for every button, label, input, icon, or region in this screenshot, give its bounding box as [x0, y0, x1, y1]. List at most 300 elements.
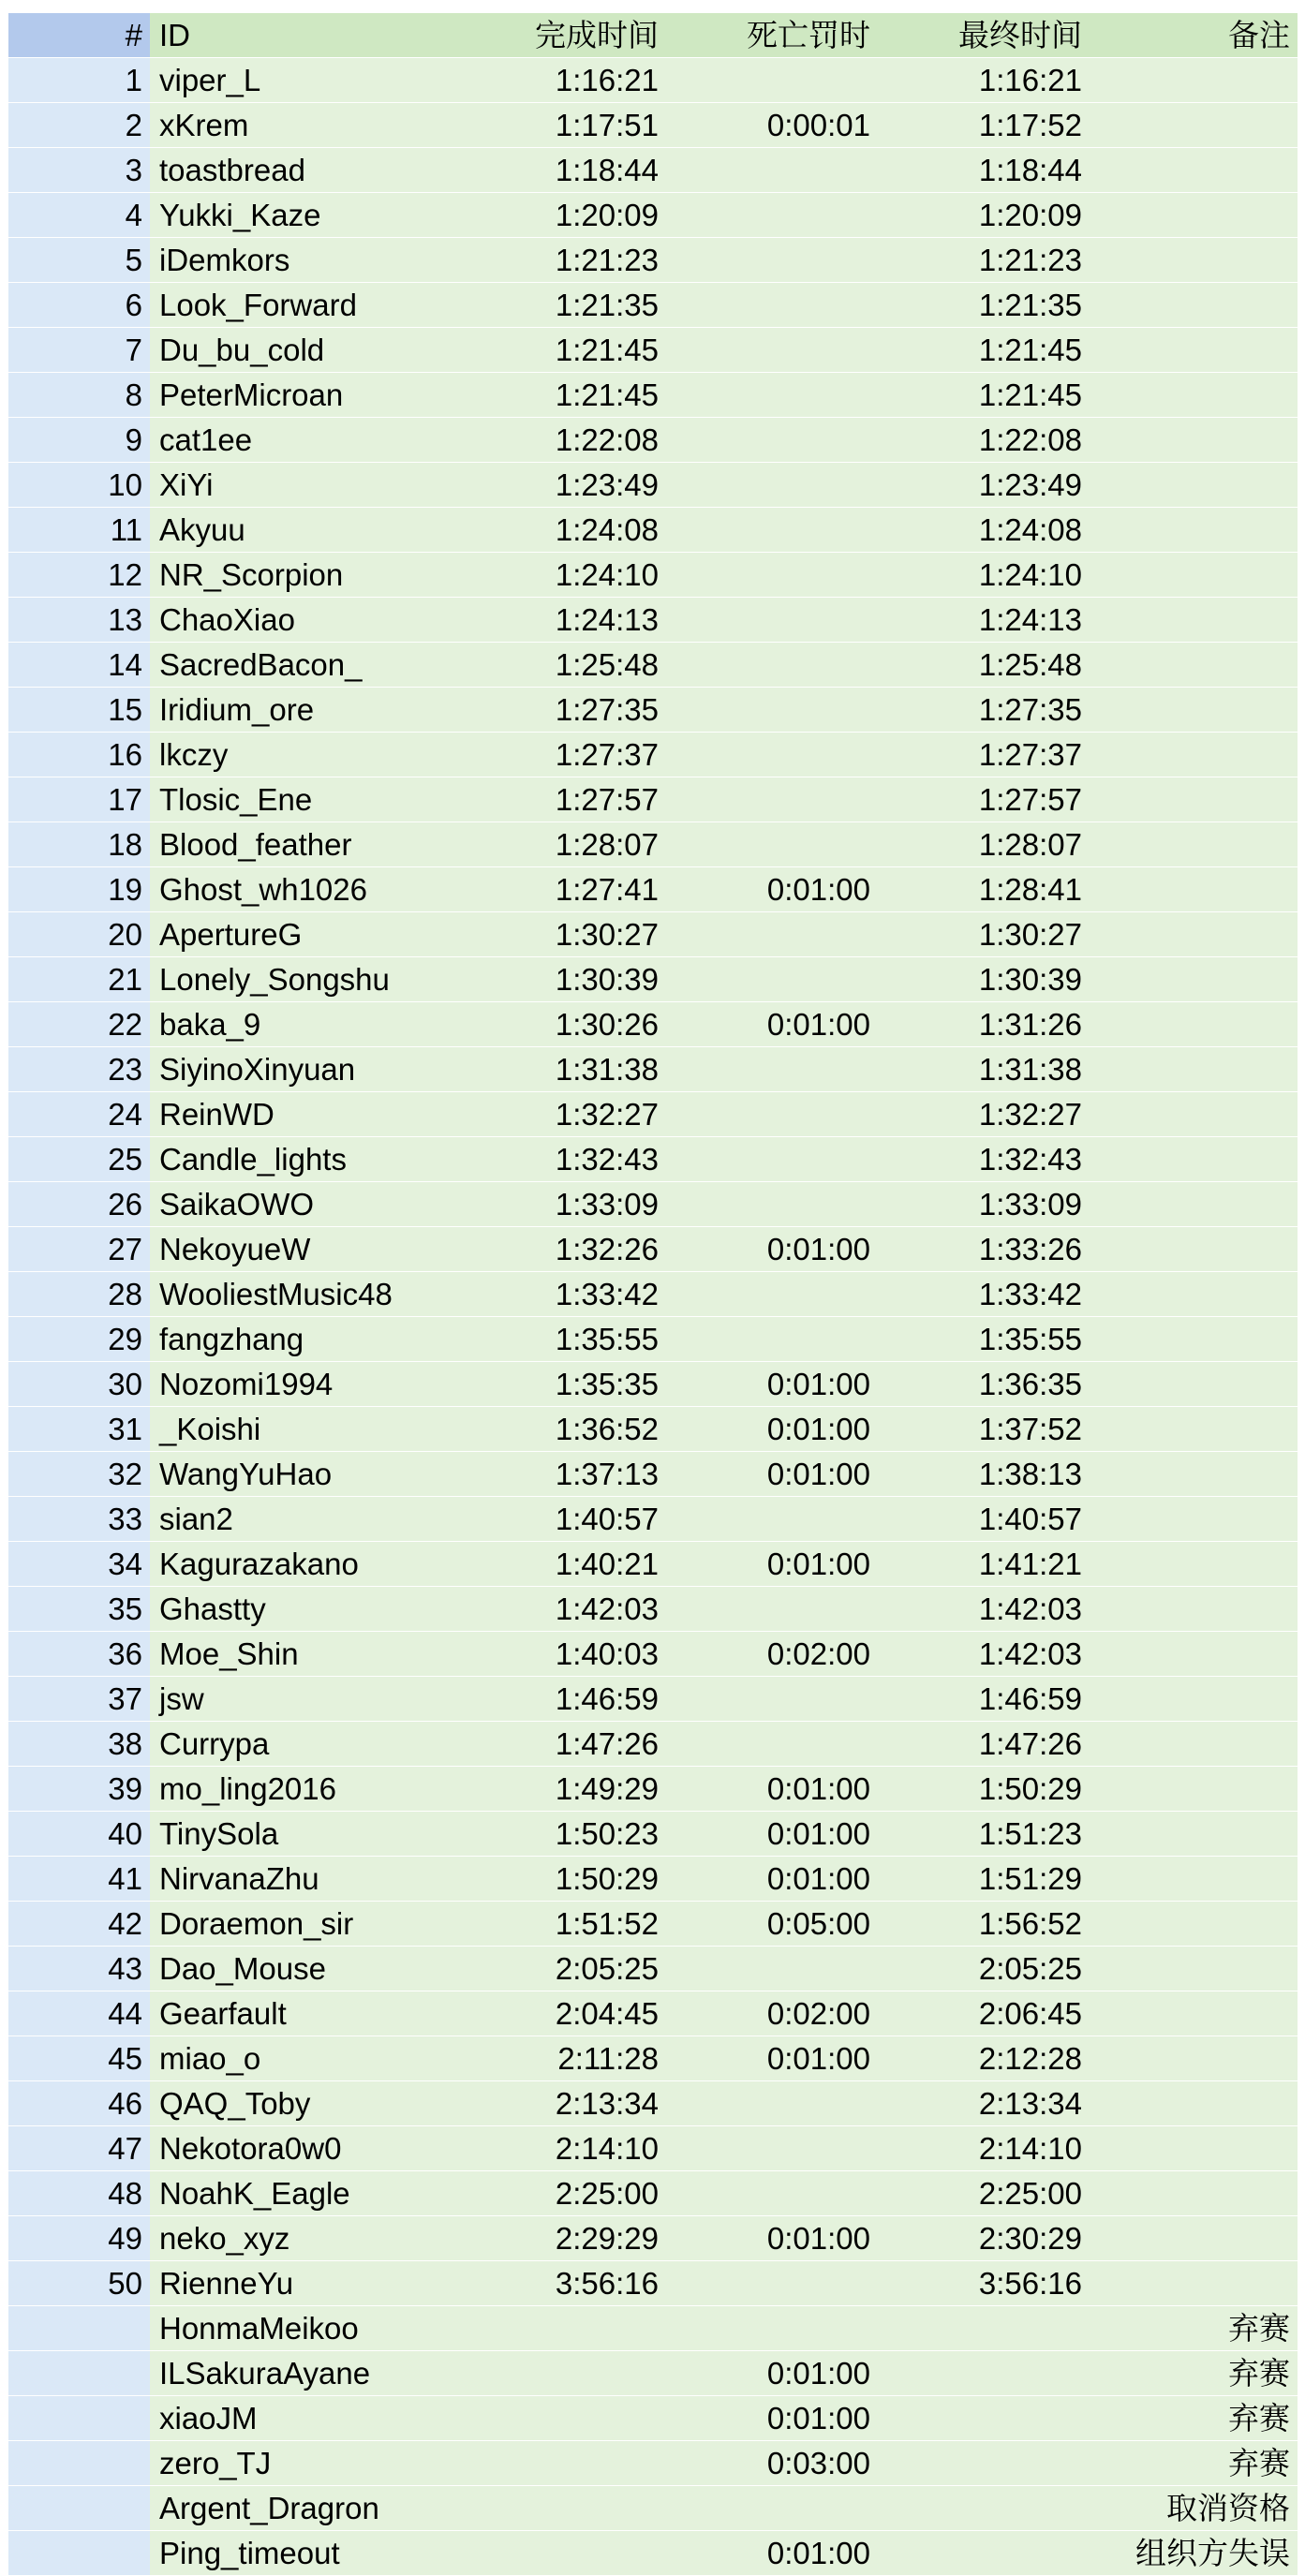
cell-id[interactable]: XiYi — [150, 463, 478, 508]
cell-id[interactable]: viper_L — [150, 58, 478, 103]
cell-final-time[interactable]: 1:18:44 — [870, 148, 1082, 193]
cell-finish-time[interactable]: 1:47:26 — [478, 1722, 659, 1767]
cell-id[interactable]: Yukki_Kaze — [150, 193, 478, 238]
cell-finish-time[interactable]: 1:21:45 — [478, 373, 659, 418]
cell-rank[interactable]: 35 — [8, 1587, 150, 1632]
cell-finish-time[interactable]: 1:35:35 — [478, 1362, 659, 1407]
cell-finish-time[interactable]: 2:29:29 — [478, 2216, 659, 2261]
cell-finish-time[interactable]: 1:35:55 — [478, 1317, 659, 1362]
cell-death-penalty[interactable] — [659, 1677, 870, 1722]
cell-id[interactable]: NR_Scorpion — [150, 553, 478, 598]
cell-rank[interactable] — [8, 2351, 150, 2396]
cell-id[interactable]: iDemkors — [150, 238, 478, 283]
cell-rank[interactable]: 27 — [8, 1227, 150, 1272]
cell-finish-time[interactable]: 1:18:44 — [478, 148, 659, 193]
cell-rank[interactable]: 49 — [8, 2216, 150, 2261]
cell-id[interactable]: Gearfault — [150, 1991, 478, 2036]
cell-note[interactable] — [1082, 373, 1298, 418]
cell-rank[interactable]: 10 — [8, 463, 150, 508]
cell-final-time[interactable]: 2:05:25 — [870, 1947, 1082, 1991]
cell-finish-time[interactable]: 2:13:34 — [478, 2081, 659, 2126]
cell-death-penalty[interactable]: 0:01:00 — [659, 1767, 870, 1812]
cell-final-time[interactable]: 1:40:57 — [870, 1497, 1082, 1542]
cell-note[interactable] — [1082, 1587, 1298, 1632]
cell-id[interactable]: Ghastty — [150, 1587, 478, 1632]
cell-finish-time[interactable]: 1:16:21 — [478, 58, 659, 103]
cell-death-penalty[interactable]: 0:01:00 — [659, 1812, 870, 1857]
cell-rank[interactable]: 8 — [8, 373, 150, 418]
cell-death-penalty[interactable]: 0:01:00 — [659, 1452, 870, 1497]
cell-final-time[interactable]: 1:21:45 — [870, 373, 1082, 418]
cell-death-penalty[interactable] — [659, 688, 870, 733]
cell-final-time[interactable]: 1:31:26 — [870, 1002, 1082, 1047]
cell-final-time[interactable]: 1:35:55 — [870, 1317, 1082, 1362]
cell-rank[interactable]: 25 — [8, 1137, 150, 1182]
cell-id[interactable]: ApertureG — [150, 912, 478, 957]
cell-note[interactable] — [1082, 1317, 1298, 1362]
cell-note[interactable]: 弃赛 — [1082, 2396, 1298, 2441]
cell-finish-time[interactable]: 1:23:49 — [478, 463, 659, 508]
cell-id[interactable]: Nekotora0w0 — [150, 2126, 478, 2171]
cell-death-penalty[interactable] — [659, 328, 870, 373]
cell-note[interactable] — [1082, 1722, 1298, 1767]
cell-id[interactable]: Tlosic_Ene — [150, 777, 478, 822]
cell-rank[interactable]: 37 — [8, 1677, 150, 1722]
cell-final-time[interactable]: 1:30:27 — [870, 912, 1082, 957]
cell-rank[interactable]: 28 — [8, 1272, 150, 1317]
cell-id[interactable]: Akyuu — [150, 508, 478, 553]
cell-rank[interactable]: 31 — [8, 1407, 150, 1452]
cell-final-time[interactable]: 1:22:08 — [870, 418, 1082, 463]
cell-finish-time[interactable]: 1:40:57 — [478, 1497, 659, 1542]
cell-death-penalty[interactable]: 0:00:01 — [659, 103, 870, 148]
cell-id[interactable]: TinySola — [150, 1812, 478, 1857]
cell-id[interactable]: SiyinoXinyuan — [150, 1047, 478, 1092]
cell-final-time[interactable]: 1:28:41 — [870, 867, 1082, 912]
cell-rank[interactable]: 1 — [8, 58, 150, 103]
cell-final-time[interactable]: 1:20:09 — [870, 193, 1082, 238]
cell-note[interactable] — [1082, 1407, 1298, 1452]
cell-note[interactable] — [1082, 2036, 1298, 2081]
cell-final-time[interactable]: 1:56:52 — [870, 1902, 1082, 1947]
cell-rank[interactable]: 14 — [8, 643, 150, 688]
cell-id[interactable]: ChaoXiao — [150, 598, 478, 643]
cell-finish-time[interactable]: 1:21:45 — [478, 328, 659, 373]
cell-rank[interactable]: 12 — [8, 553, 150, 598]
cell-finish-time[interactable]: 1:32:43 — [478, 1137, 659, 1182]
cell-rank[interactable]: 22 — [8, 1002, 150, 1047]
cell-final-time[interactable]: 1:17:52 — [870, 103, 1082, 148]
cell-death-penalty[interactable] — [659, 1092, 870, 1137]
cell-rank[interactable]: 19 — [8, 867, 150, 912]
cell-death-penalty[interactable] — [659, 1137, 870, 1182]
cell-final-time[interactable] — [870, 2306, 1082, 2351]
cell-death-penalty[interactable] — [659, 1587, 870, 1632]
cell-note[interactable] — [1082, 1857, 1298, 1902]
cell-death-penalty[interactable] — [659, 2306, 870, 2351]
cell-note[interactable] — [1082, 643, 1298, 688]
cell-death-penalty[interactable]: 0:01:00 — [659, 867, 870, 912]
cell-rank[interactable]: 36 — [8, 1632, 150, 1677]
cell-rank[interactable]: 3 — [8, 148, 150, 193]
cell-final-time[interactable]: 1:27:35 — [870, 688, 1082, 733]
cell-note[interactable] — [1082, 58, 1298, 103]
cell-finish-time[interactable]: 1:24:13 — [478, 598, 659, 643]
cell-finish-time[interactable]: 2:05:25 — [478, 1947, 659, 1991]
cell-note[interactable] — [1082, 1182, 1298, 1227]
cell-id[interactable]: NekoyueW — [150, 1227, 478, 1272]
cell-rank[interactable]: 18 — [8, 822, 150, 867]
cell-id[interactable]: Kagurazakano — [150, 1542, 478, 1587]
cell-rank[interactable]: 46 — [8, 2081, 150, 2126]
cell-id[interactable]: PeterMicroan — [150, 373, 478, 418]
cell-death-penalty[interactable]: 0:01:00 — [659, 1542, 870, 1587]
cell-death-penalty[interactable]: 0:02:00 — [659, 1632, 870, 1677]
cell-rank[interactable] — [8, 2441, 150, 2486]
cell-note[interactable] — [1082, 1272, 1298, 1317]
cell-rank[interactable]: 21 — [8, 957, 150, 1002]
cell-death-penalty[interactable] — [659, 1047, 870, 1092]
cell-finish-time[interactable]: 1:30:39 — [478, 957, 659, 1002]
cell-final-time[interactable]: 1:24:13 — [870, 598, 1082, 643]
cell-id[interactable]: Moe_Shin — [150, 1632, 478, 1677]
cell-rank[interactable]: 9 — [8, 418, 150, 463]
cell-finish-time[interactable] — [478, 2486, 659, 2531]
cell-final-time[interactable]: 1:25:48 — [870, 643, 1082, 688]
cell-death-penalty[interactable]: 0:01:00 — [659, 2216, 870, 2261]
cell-id[interactable]: Look_Forward — [150, 283, 478, 328]
cell-finish-time[interactable]: 1:51:52 — [478, 1902, 659, 1947]
cell-death-penalty[interactable] — [659, 553, 870, 598]
cell-death-penalty[interactable]: 0:02:00 — [659, 1991, 870, 2036]
cell-note[interactable] — [1082, 1902, 1298, 1947]
cell-note[interactable] — [1082, 1767, 1298, 1812]
cell-note[interactable] — [1082, 867, 1298, 912]
cell-final-time[interactable]: 1:27:37 — [870, 733, 1082, 777]
cell-final-time[interactable]: 1:32:43 — [870, 1137, 1082, 1182]
cell-final-time[interactable]: 1:37:52 — [870, 1407, 1082, 1452]
cell-note[interactable] — [1082, 1137, 1298, 1182]
cell-id[interactable]: Candle_lights — [150, 1137, 478, 1182]
cell-note[interactable]: 弃赛 — [1082, 2441, 1298, 2486]
cell-finish-time[interactable] — [478, 2396, 659, 2441]
cell-rank[interactable]: 24 — [8, 1092, 150, 1137]
cell-id[interactable]: Nozomi1994 — [150, 1362, 478, 1407]
cell-finish-time[interactable]: 1:50:23 — [478, 1812, 659, 1857]
cell-final-time[interactable]: 1:41:21 — [870, 1542, 1082, 1587]
cell-death-penalty[interactable] — [659, 1947, 870, 1991]
cell-final-time[interactable] — [870, 2531, 1082, 2576]
cell-death-penalty[interactable]: 0:01:00 — [659, 2036, 870, 2081]
cell-finish-time[interactable]: 1:22:08 — [478, 418, 659, 463]
cell-final-time[interactable]: 1:27:57 — [870, 777, 1082, 822]
cell-finish-time[interactable]: 1:25:48 — [478, 643, 659, 688]
cell-rank[interactable]: 41 — [8, 1857, 150, 1902]
cell-note[interactable] — [1082, 1542, 1298, 1587]
cell-rank[interactable]: 23 — [8, 1047, 150, 1092]
cell-id[interactable]: cat1ee — [150, 418, 478, 463]
cell-finish-time[interactable]: 1:37:13 — [478, 1452, 659, 1497]
cell-note[interactable] — [1082, 1002, 1298, 1047]
cell-final-time[interactable]: 2:13:34 — [870, 2081, 1082, 2126]
cell-finish-time[interactable]: 1:21:35 — [478, 283, 659, 328]
cell-final-time[interactable]: 1:21:23 — [870, 238, 1082, 283]
cell-finish-time[interactable]: 1:40:03 — [478, 1632, 659, 1677]
cell-rank[interactable]: 45 — [8, 2036, 150, 2081]
header-final-time[interactable]: 最终时间 — [870, 13, 1082, 58]
cell-rank[interactable]: 48 — [8, 2171, 150, 2216]
cell-rank[interactable]: 44 — [8, 1991, 150, 2036]
cell-death-penalty[interactable] — [659, 418, 870, 463]
cell-id[interactable]: fangzhang — [150, 1317, 478, 1362]
cell-id[interactable]: mo_ling2016 — [150, 1767, 478, 1812]
cell-id[interactable]: Currypa — [150, 1722, 478, 1767]
cell-note[interactable] — [1082, 688, 1298, 733]
cell-finish-time[interactable]: 1:30:26 — [478, 1002, 659, 1047]
cell-final-time[interactable]: 1:46:59 — [870, 1677, 1082, 1722]
cell-death-penalty[interactable] — [659, 193, 870, 238]
cell-id[interactable]: QAQ_Toby — [150, 2081, 478, 2126]
header-rank[interactable]: # — [8, 13, 150, 58]
cell-note[interactable] — [1082, 957, 1298, 1002]
cell-final-time[interactable]: 1:33:09 — [870, 1182, 1082, 1227]
cell-rank[interactable]: 11 — [8, 508, 150, 553]
cell-note[interactable] — [1082, 2126, 1298, 2171]
cell-final-time[interactable]: 1:31:38 — [870, 1047, 1082, 1092]
cell-final-time[interactable]: 1:23:49 — [870, 463, 1082, 508]
cell-rank[interactable]: 17 — [8, 777, 150, 822]
cell-rank[interactable]: 29 — [8, 1317, 150, 1362]
cell-finish-time[interactable]: 1:24:08 — [478, 508, 659, 553]
cell-note[interactable]: 取消资格 — [1082, 2486, 1298, 2531]
cell-id[interactable]: Doraemon_sir — [150, 1902, 478, 1947]
cell-finish-time[interactable]: 2:14:10 — [478, 2126, 659, 2171]
cell-note[interactable] — [1082, 1991, 1298, 2036]
cell-note[interactable] — [1082, 508, 1298, 553]
cell-note[interactable] — [1082, 1677, 1298, 1722]
cell-final-time[interactable] — [870, 2486, 1082, 2531]
cell-death-penalty[interactable] — [659, 508, 870, 553]
cell-death-penalty[interactable] — [659, 1182, 870, 1227]
cell-final-time[interactable]: 1:38:13 — [870, 1452, 1082, 1497]
cell-death-penalty[interactable] — [659, 2261, 870, 2306]
cell-note[interactable] — [1082, 1452, 1298, 1497]
cell-id[interactable]: _Koishi — [150, 1407, 478, 1452]
cell-death-penalty[interactable] — [659, 373, 870, 418]
cell-note[interactable] — [1082, 553, 1298, 598]
cell-note[interactable] — [1082, 2216, 1298, 2261]
cell-note[interactable] — [1082, 733, 1298, 777]
cell-finish-time[interactable]: 1:33:09 — [478, 1182, 659, 1227]
cell-rank[interactable]: 40 — [8, 1812, 150, 1857]
cell-note[interactable] — [1082, 328, 1298, 373]
cell-note[interactable] — [1082, 1497, 1298, 1542]
cell-rank[interactable]: 26 — [8, 1182, 150, 1227]
cell-note[interactable] — [1082, 1227, 1298, 1272]
cell-death-penalty[interactable] — [659, 148, 870, 193]
cell-final-time[interactable]: 2:12:28 — [870, 2036, 1082, 2081]
cell-death-penalty[interactable] — [659, 912, 870, 957]
cell-final-time[interactable]: 2:06:45 — [870, 1991, 1082, 2036]
cell-id[interactable]: baka_9 — [150, 1002, 478, 1047]
cell-final-time[interactable]: 1:21:45 — [870, 328, 1082, 373]
cell-note[interactable] — [1082, 777, 1298, 822]
cell-finish-time[interactable]: 2:11:28 — [478, 2036, 659, 2081]
cell-death-penalty[interactable] — [659, 1497, 870, 1542]
cell-note[interactable] — [1082, 1632, 1298, 1677]
cell-id[interactable]: NirvanaZhu — [150, 1857, 478, 1902]
cell-finish-time[interactable]: 1:27:57 — [478, 777, 659, 822]
cell-final-time[interactable]: 1:42:03 — [870, 1587, 1082, 1632]
cell-death-penalty[interactable] — [659, 1317, 870, 1362]
cell-note[interactable] — [1082, 822, 1298, 867]
cell-note[interactable] — [1082, 598, 1298, 643]
cell-note[interactable]: 弃赛 — [1082, 2306, 1298, 2351]
cell-note[interactable]: 弃赛 — [1082, 2351, 1298, 2396]
cell-note[interactable] — [1082, 1812, 1298, 1857]
cell-note[interactable] — [1082, 238, 1298, 283]
cell-id[interactable]: neko_xyz — [150, 2216, 478, 2261]
cell-note[interactable] — [1082, 1092, 1298, 1137]
cell-id[interactable]: xKrem — [150, 103, 478, 148]
cell-rank[interactable]: 2 — [8, 103, 150, 148]
cell-note[interactable] — [1082, 1362, 1298, 1407]
cell-death-penalty[interactable]: 0:01:00 — [659, 2396, 870, 2441]
cell-rank[interactable]: 30 — [8, 1362, 150, 1407]
cell-id[interactable]: Blood_feather — [150, 822, 478, 867]
cell-note[interactable] — [1082, 2081, 1298, 2126]
cell-note[interactable] — [1082, 193, 1298, 238]
cell-finish-time[interactable]: 1:36:52 — [478, 1407, 659, 1452]
cell-final-time[interactable]: 1:32:27 — [870, 1092, 1082, 1137]
header-note[interactable]: 备注 — [1082, 13, 1298, 58]
cell-death-penalty[interactable] — [659, 822, 870, 867]
cell-finish-time[interactable]: 1:33:42 — [478, 1272, 659, 1317]
cell-final-time[interactable]: 1:16:21 — [870, 58, 1082, 103]
cell-final-time[interactable]: 2:14:10 — [870, 2126, 1082, 2171]
cell-rank[interactable] — [8, 2486, 150, 2531]
cell-death-penalty[interactable]: 0:01:00 — [659, 2531, 870, 2576]
cell-final-time[interactable]: 1:42:03 — [870, 1632, 1082, 1677]
cell-id[interactable]: SacredBacon_ — [150, 643, 478, 688]
cell-rank[interactable]: 43 — [8, 1947, 150, 1991]
cell-id[interactable]: sian2 — [150, 1497, 478, 1542]
cell-rank[interactable]: 33 — [8, 1497, 150, 1542]
cell-finish-time[interactable]: 1:32:27 — [478, 1092, 659, 1137]
cell-id[interactable]: toastbread — [150, 148, 478, 193]
cell-finish-time[interactable]: 1:46:59 — [478, 1677, 659, 1722]
cell-finish-time[interactable]: 2:04:45 — [478, 1991, 659, 2036]
cell-death-penalty[interactable]: 0:01:00 — [659, 1002, 870, 1047]
cell-final-time[interactable]: 1:51:29 — [870, 1857, 1082, 1902]
cell-id[interactable]: Du_bu_cold — [150, 328, 478, 373]
cell-id[interactable]: WooliestMusic48 — [150, 1272, 478, 1317]
cell-final-time[interactable]: 1:36:35 — [870, 1362, 1082, 1407]
cell-death-penalty[interactable]: 0:03:00 — [659, 2441, 870, 2486]
cell-rank[interactable] — [8, 2531, 150, 2576]
cell-death-penalty[interactable] — [659, 957, 870, 1002]
cell-id[interactable]: Ghost_wh1026 — [150, 867, 478, 912]
cell-death-penalty[interactable] — [659, 2486, 870, 2531]
cell-id[interactable]: jsw — [150, 1677, 478, 1722]
cell-final-time[interactable] — [870, 2351, 1082, 2396]
cell-rank[interactable]: 32 — [8, 1452, 150, 1497]
cell-death-penalty[interactable] — [659, 777, 870, 822]
cell-finish-time[interactable]: 1:31:38 — [478, 1047, 659, 1092]
cell-id[interactable]: NoahK_Eagle — [150, 2171, 478, 2216]
cell-final-time[interactable]: 1:24:08 — [870, 508, 1082, 553]
cell-death-penalty[interactable] — [659, 2126, 870, 2171]
cell-finish-time[interactable]: 1:24:10 — [478, 553, 659, 598]
cell-final-time[interactable]: 3:56:16 — [870, 2261, 1082, 2306]
cell-id[interactable]: xiaoJM — [150, 2396, 478, 2441]
cell-finish-time[interactable]: 1:21:23 — [478, 238, 659, 283]
cell-rank[interactable]: 47 — [8, 2126, 150, 2171]
cell-death-penalty[interactable] — [659, 1722, 870, 1767]
cell-note[interactable] — [1082, 463, 1298, 508]
cell-final-time[interactable]: 1:28:07 — [870, 822, 1082, 867]
cell-final-time[interactable]: 2:25:00 — [870, 2171, 1082, 2216]
cell-id[interactable]: ILSakuraAyane — [150, 2351, 478, 2396]
cell-rank[interactable]: 20 — [8, 912, 150, 957]
cell-rank[interactable]: 16 — [8, 733, 150, 777]
cell-rank[interactable]: 50 — [8, 2261, 150, 2306]
header-death-penalty[interactable]: 死亡罚时 — [659, 13, 870, 58]
cell-finish-time[interactable]: 1:27:35 — [478, 688, 659, 733]
cell-final-time[interactable]: 1:21:35 — [870, 283, 1082, 328]
cell-death-penalty[interactable] — [659, 58, 870, 103]
cell-id[interactable]: ReinWD — [150, 1092, 478, 1137]
cell-note[interactable]: 组织方失误 — [1082, 2531, 1298, 2576]
cell-note[interactable] — [1082, 2261, 1298, 2306]
cell-final-time[interactable] — [870, 2441, 1082, 2486]
cell-id[interactable]: Iridium_ore — [150, 688, 478, 733]
cell-death-penalty[interactable]: 0:01:00 — [659, 1407, 870, 1452]
cell-final-time[interactable]: 1:30:39 — [870, 957, 1082, 1002]
cell-id[interactable]: HonmaMeikoo — [150, 2306, 478, 2351]
cell-final-time[interactable]: 1:50:29 — [870, 1767, 1082, 1812]
cell-death-penalty[interactable]: 0:01:00 — [659, 1857, 870, 1902]
cell-id[interactable]: RienneYu — [150, 2261, 478, 2306]
cell-rank[interactable]: 34 — [8, 1542, 150, 1587]
cell-death-penalty[interactable]: 0:01:00 — [659, 2351, 870, 2396]
cell-final-time[interactable]: 1:24:10 — [870, 553, 1082, 598]
cell-finish-time[interactable]: 1:40:21 — [478, 1542, 659, 1587]
cell-id[interactable]: zero_TJ — [150, 2441, 478, 2486]
cell-id[interactable]: lkczy — [150, 733, 478, 777]
cell-finish-time[interactable]: 1:49:29 — [478, 1767, 659, 1812]
cell-final-time[interactable]: 1:33:26 — [870, 1227, 1082, 1272]
cell-rank[interactable]: 7 — [8, 328, 150, 373]
cell-rank[interactable]: 13 — [8, 598, 150, 643]
cell-finish-time[interactable]: 1:28:07 — [478, 822, 659, 867]
cell-death-penalty[interactable]: 0:01:00 — [659, 1362, 870, 1407]
cell-note[interactable] — [1082, 2171, 1298, 2216]
cell-rank[interactable]: 15 — [8, 688, 150, 733]
cell-death-penalty[interactable] — [659, 643, 870, 688]
cell-rank[interactable]: 42 — [8, 1902, 150, 1947]
cell-id[interactable]: Ping_timeout — [150, 2531, 478, 2576]
cell-id[interactable]: WangYuHao — [150, 1452, 478, 1497]
cell-rank[interactable] — [8, 2306, 150, 2351]
cell-final-time[interactable]: 1:33:42 — [870, 1272, 1082, 1317]
header-id[interactable]: ID — [150, 13, 478, 58]
cell-rank[interactable]: 6 — [8, 283, 150, 328]
cell-finish-time[interactable]: 1:42:03 — [478, 1587, 659, 1632]
cell-finish-time[interactable]: 1:27:37 — [478, 733, 659, 777]
cell-final-time[interactable] — [870, 2396, 1082, 2441]
cell-note[interactable] — [1082, 103, 1298, 148]
